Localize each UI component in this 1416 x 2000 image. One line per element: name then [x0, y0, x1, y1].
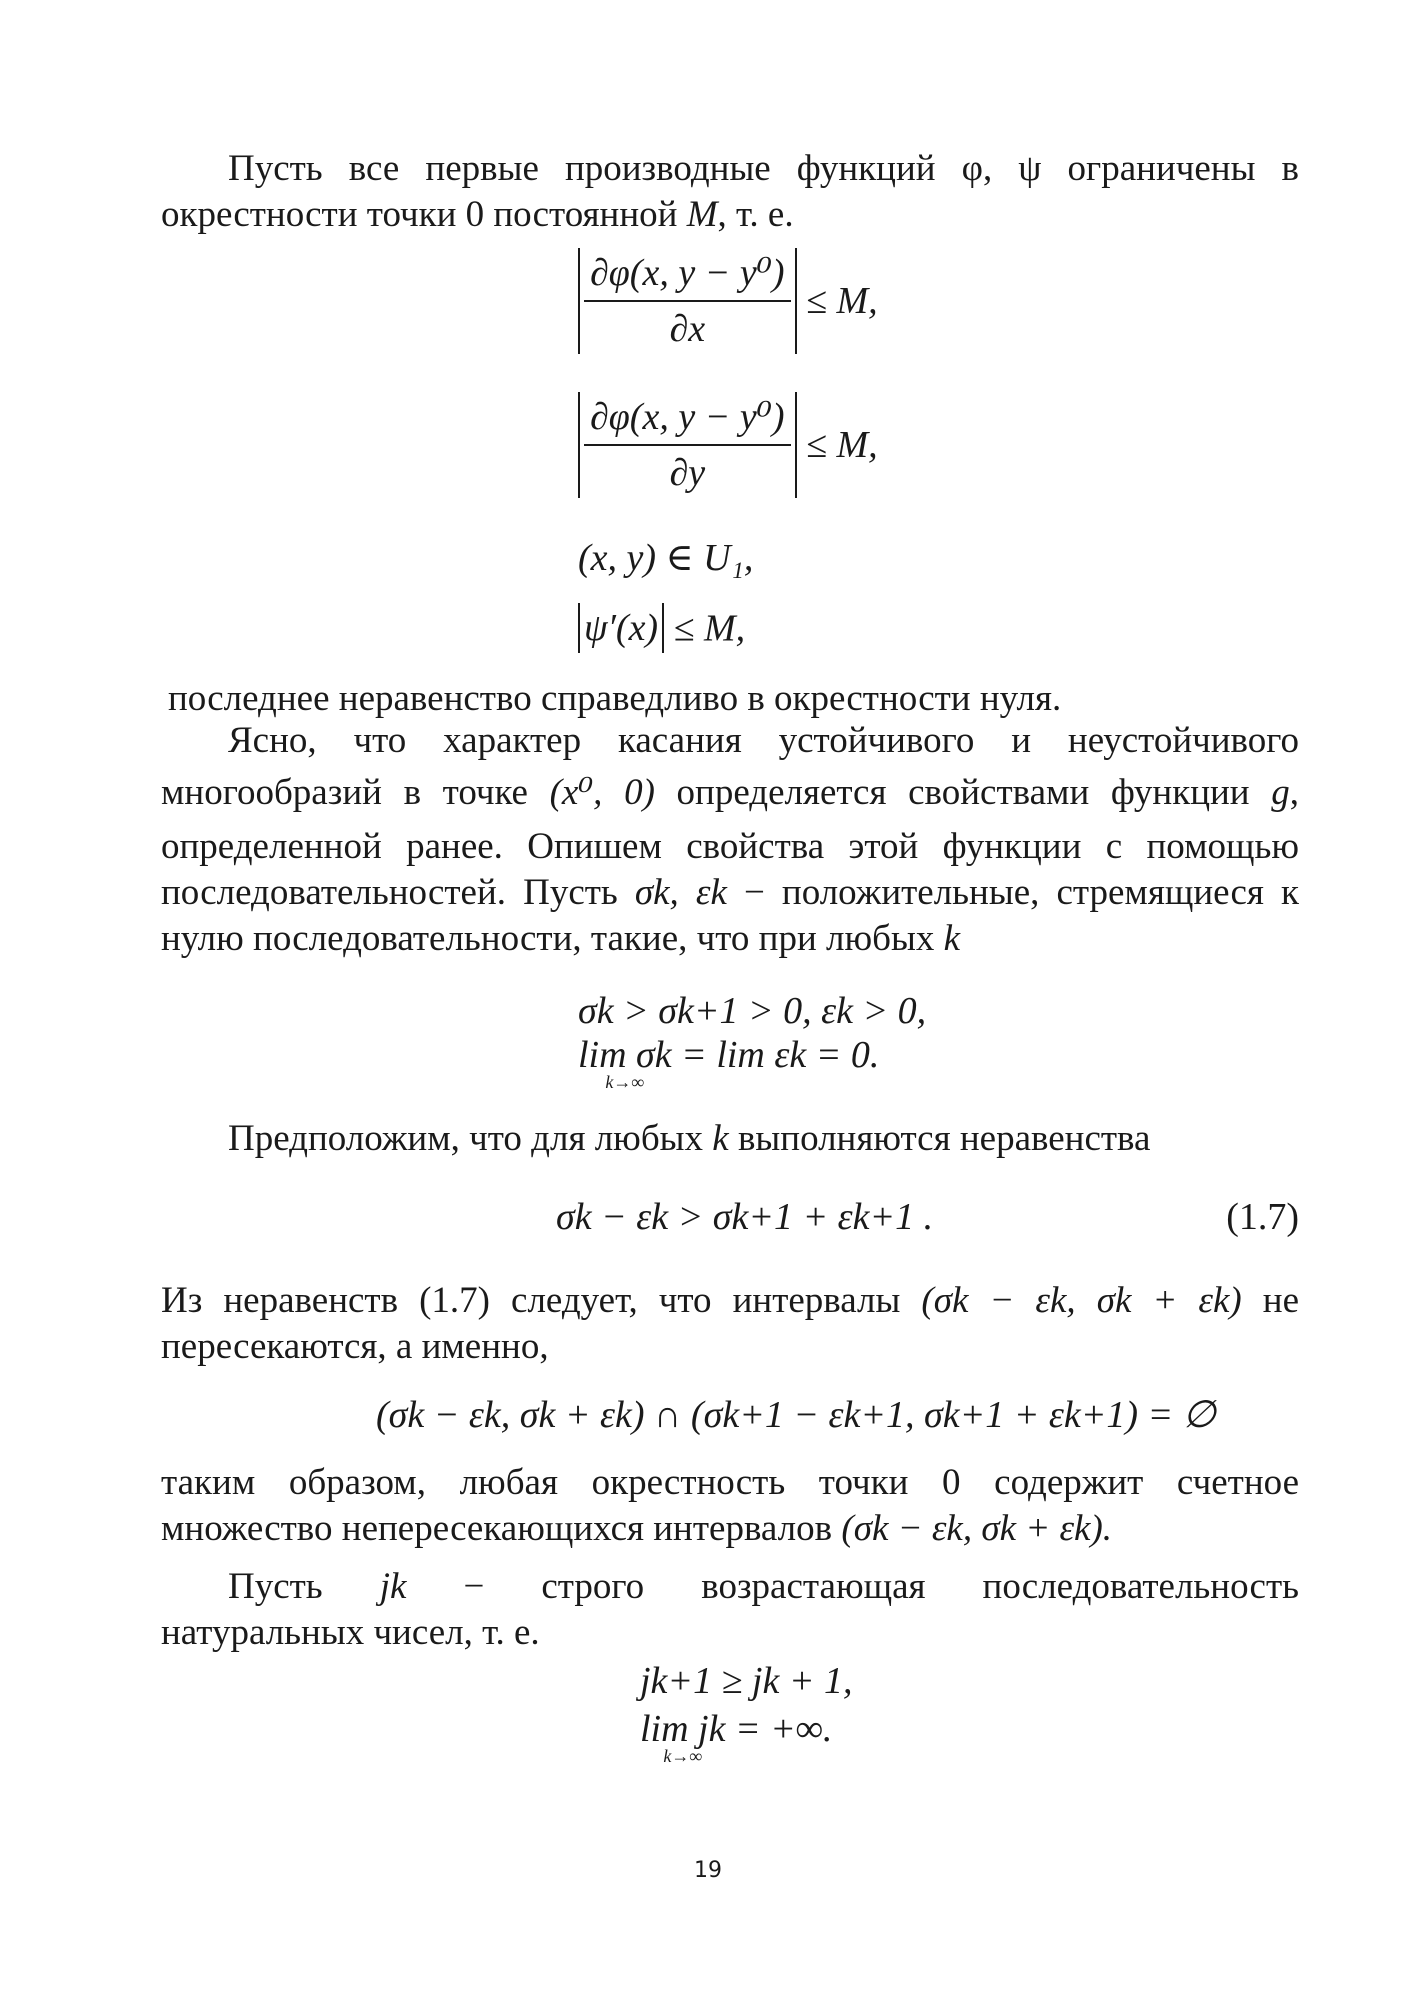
paragraph-line: определенной ранее. Опишем свойства этой функции с помощью: [161, 826, 1299, 867]
limit-expression: lim σk: [578, 1034, 672, 1076]
math-sequence: σk, εk: [634, 872, 727, 913]
limit-operator: [578, 1034, 672, 1092]
fraction: [584, 394, 791, 496]
formula-j-limit: [640, 1708, 833, 1766]
limit-rest: = +∞.: [734, 1708, 833, 1750]
math-var: M: [686, 194, 718, 235]
limit-operator: [640, 1708, 726, 1766]
paragraph-line: [161, 1506, 1299, 1552]
absolute-value: ψ′(x): [578, 603, 664, 653]
paragraph-line: [161, 1564, 1299, 1610]
formula-j-increasing: jk+1 ≥ jk + 1,: [640, 1660, 853, 1702]
fraction-numerator: ∂φ(x, y − y⁰): [584, 250, 791, 302]
paragraph-line: [161, 1278, 1299, 1324]
formula-intersection: (σk − εk, σk + εk) ∩ (σk+1 − εk+1, σk+1 + εk+1) = ∅: [376, 1394, 1216, 1436]
formula-partial-x: [578, 248, 878, 354]
formula-sequence-order: σk > σk+1 > 0, εk > 0,: [578, 990, 927, 1032]
inequality-rhs: ≤ M,: [673, 607, 746, 650]
limit-subscript: k→∞: [663, 1746, 703, 1766]
paragraph-line: пересекаются, а именно,: [161, 1326, 549, 1367]
paragraph-line: [161, 870, 1299, 916]
text-run: Пусть: [228, 1566, 380, 1607]
text-run: − строго возрастающая последовательность: [406, 1566, 1299, 1607]
math-var: k: [712, 1118, 729, 1159]
text-run: Предположим, что для любых: [228, 1118, 713, 1159]
fraction-denominator: ∂x: [669, 308, 706, 350]
formula-partial-y: [578, 392, 878, 498]
text-run: многообразий в точке: [161, 772, 550, 813]
text-run: определяется свойствами функции: [654, 772, 1272, 813]
limit-subscript: k→∞: [605, 1072, 645, 1092]
equation-number: (1.7): [1226, 1196, 1299, 1238]
limit-expression: lim jk: [640, 1708, 726, 1750]
text-run: , т. е.: [717, 194, 794, 235]
limit-rest: = lim εk = 0.: [681, 1034, 880, 1076]
math-interval: (σk − εk, σk + εk): [921, 1280, 1242, 1321]
paragraph-tangency: [161, 718, 1299, 962]
text-run: множество непересекающихся интервалов: [161, 1508, 842, 1549]
math-sequence: jk: [379, 1566, 407, 1607]
paragraph-line: [161, 1116, 1299, 1162]
math-interval: (σk − εk, σk + εk).: [841, 1508, 1113, 1549]
paragraph-remark: [168, 676, 1306, 722]
text-run: − положительные, стремящиеся к: [726, 872, 1299, 913]
math-point: (x⁰, 0): [549, 772, 655, 813]
fraction-denominator: ∂y: [669, 452, 706, 494]
text-run: ,: [1289, 772, 1299, 813]
absolute-value: [578, 248, 797, 354]
paragraph-line: последнее неравенство справедливо в окрестности нуля.: [168, 678, 1062, 719]
paragraph-line: Пусть все первые производные функций φ, ψ ограничены в: [228, 148, 1299, 189]
formula-limits: [578, 1034, 880, 1092]
text-run: Из неравенств (1.7) следует, что интервалы: [161, 1280, 922, 1321]
paragraph-countable: [161, 1460, 1299, 1656]
paragraph-line: натуральных чисел, т. е.: [161, 1612, 540, 1653]
fraction: [584, 250, 791, 352]
formula-psi-bound: [578, 602, 745, 653]
inequality-rhs: ≤ M,: [806, 424, 878, 466]
math-var: k: [943, 918, 961, 959]
paragraph-line: [161, 770, 1299, 816]
paragraph-line: [161, 916, 1299, 962]
paragraph-line: Ясно, что характер касания устойчивого и неустойчивого: [228, 720, 1299, 761]
paragraph-intro: [161, 146, 1299, 238]
paragraph-intervals: [161, 1278, 1299, 1370]
page-number: 19: [694, 1858, 722, 1883]
fraction-numerator: ∂φ(x, y − y⁰): [584, 394, 791, 446]
paragraph-line: [161, 192, 1299, 238]
text-run: не: [1241, 1280, 1300, 1321]
formula-1-7: σk − εk > σk+1 + εk+1 .: [556, 1196, 934, 1238]
formula-domain: (x, y) ∈ U₁,: [578, 537, 754, 579]
paragraph-line: таким образом, любая окрестность точки 0 содержит счетное: [161, 1462, 1299, 1503]
absolute-value: [578, 392, 797, 498]
math-var: g: [1271, 772, 1290, 813]
inequality-rhs: ≤ M,: [806, 280, 878, 322]
paragraph-assumption: [161, 1116, 1299, 1162]
text-run: выполняются неравенства: [728, 1118, 1151, 1159]
text-run: окрестности точки 0 постоянной: [161, 194, 687, 235]
text-run: последовательностей. Пусть: [161, 872, 635, 913]
text-run: нулю последовательности, такие, что при любых: [161, 918, 944, 959]
